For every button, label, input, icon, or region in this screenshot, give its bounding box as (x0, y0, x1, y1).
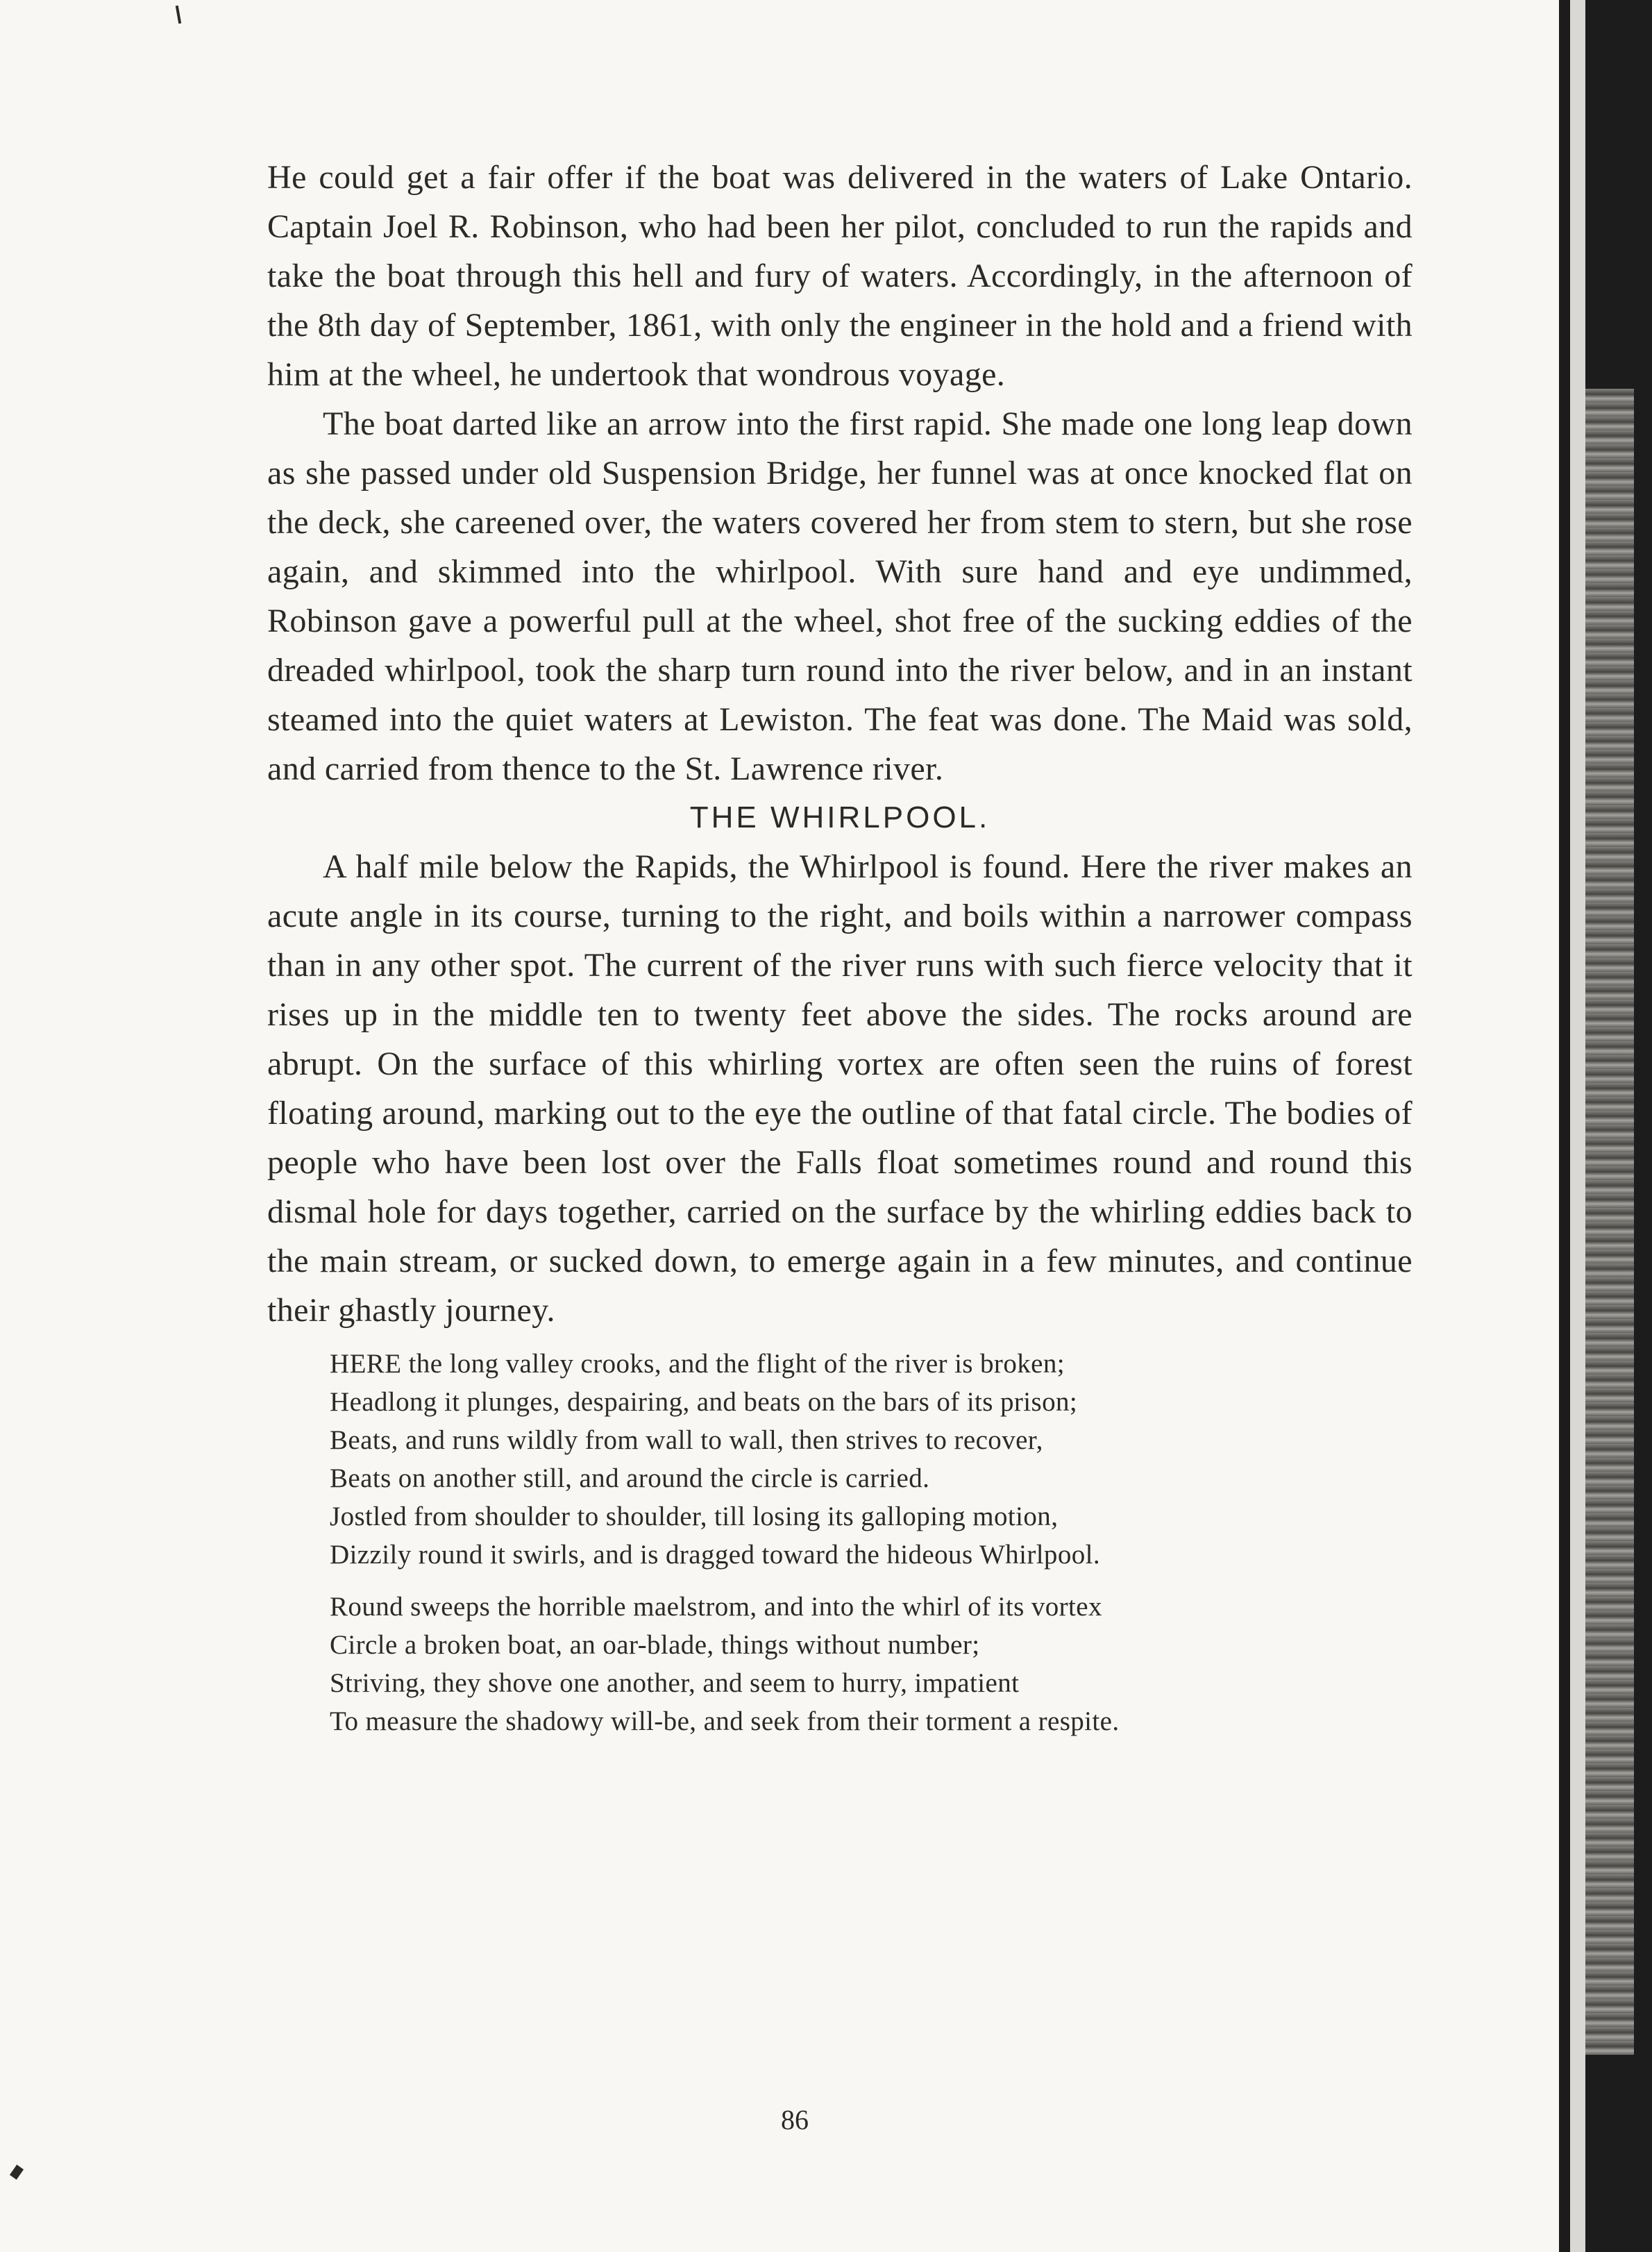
poem-line: To measure the shadowy will-be, and seek from their torment a respite. (330, 1706, 1120, 1736)
poem-excerpt (330, 1345, 1413, 1740)
paragraph-boat-voyage: The boat darted like an arrow into the first rapid. She made one long leap down as she passed under old Suspension Bridge, her funnel was at once knocked flat on the deck, she careened over, the waters covered her from stem to stern, but she rose again, and skimmed into the whirlpool. With sure hand and eye undimmed, Robinson gave a powerful pull at the wheel, shot free of the sucking eddies of the dreaded whirlpool, took the sharp turn round into the river below, and in an instant steamed into the quiet waters at Lewiston. The feat was done. The Maid was sold, and carried from thence to the St. Lawrence river. (267, 405, 1413, 787)
book-edge-highlight (1570, 0, 1585, 2252)
adjacent-page-illustration (1585, 389, 1634, 2055)
poem-line: Circle a broken boat, an oar-blade, things without number; (330, 1630, 980, 1660)
scan-speck-top (176, 6, 181, 24)
scan-speck-bottom (10, 2165, 24, 2180)
poem-line: HERE the long valley crooks, and the flight of the river is broken; (330, 1349, 1065, 1379)
poem-line: Beats, and runs wildly from wall to wall, then strives to recover, (330, 1425, 1043, 1455)
poem-line: Beats on another still, and around the circle is carried. (330, 1463, 930, 1493)
poem-stanza-1 (330, 1345, 1413, 1574)
section-title: THE WHIRLPOOL. (689, 800, 991, 834)
paragraph-whirlpool-description: A half mile below the Rapids, the Whirlpool is found. Here the river makes an acute angle in its course, turning to the right, and boils within a narrower compass than in any other spot. The current of the river runs with such fierce velocity that it rises up in the middle ten to twenty feet above the sides. The rocks around are abrupt. On the surface of this whirling vortex are often seen the ruins of forest floating around, marking out to the eye the outline of that fatal circle. The bodies of people who have been lost over the Falls float sometimes round and round this dismal hole for days together, carried on the surface by the whirling eddies back to the main stream, or sucked down, to emerge again in a few minutes, and continue their ghastly journey. (267, 848, 1413, 1329)
poem-line: Striving, they shove one another, and seem to hurry, impatient (330, 1668, 1020, 1698)
poem-line: Dizzily round it swirls, and is dragged toward the hideous Whirlpool. (330, 1540, 1101, 1570)
paragraph-robinson-decision: He could get a fair offer if the boat was delivered in the waters of Lake Ontario. Captain Joel R. Robinson, who had been her pilot, concluded to run the rapids and take the boat through this hell and fury of waters. Accordingly, in the afternoon of the 8th day of September, 1861, with only the engineer in the hold and a friend with him at the wheel, he undertook that wondrous voyage. (267, 159, 1413, 393)
poem-line: Jostled from shoulder to shoulder, till losing its galloping motion, (330, 1502, 1059, 1531)
poem-stanza-2 (330, 1588, 1413, 1740)
poem-line: Headlong it plunges, despairing, and beats on the bars of its prison; (330, 1387, 1078, 1417)
page-content (267, 153, 1413, 1754)
poem-line: Round sweeps the horrible maelstrom, and into the whirl of its vortex (330, 1592, 1102, 1622)
page-number: 86 (781, 2104, 809, 2135)
